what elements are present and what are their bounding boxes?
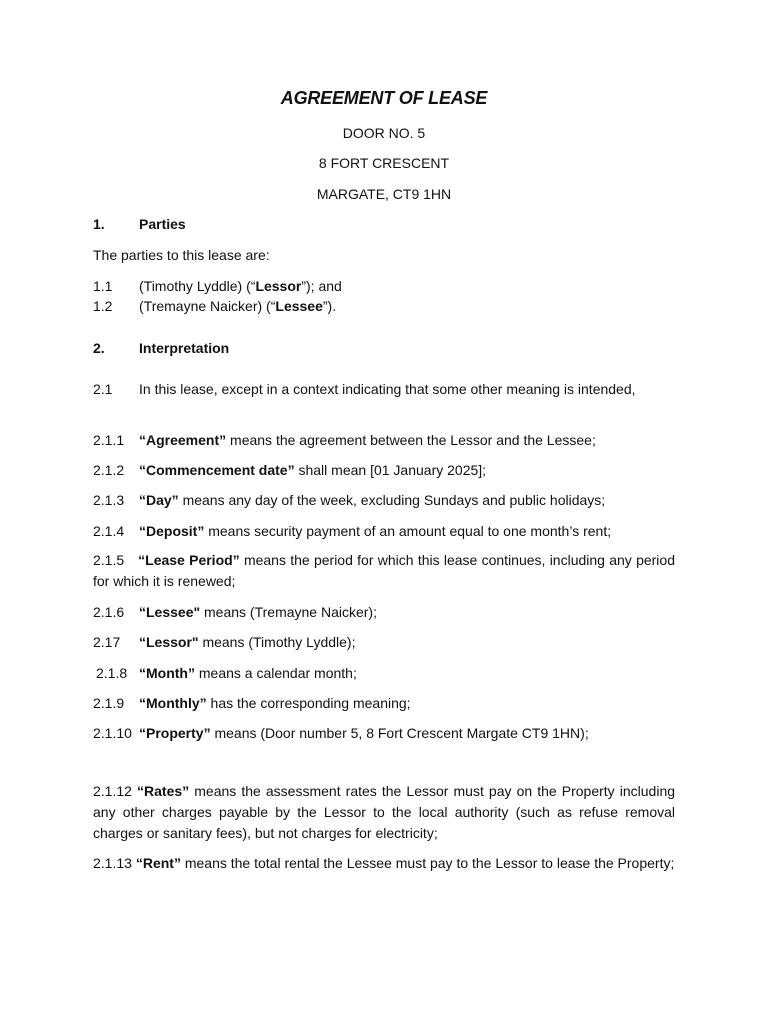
clause-number: 2.1.1	[93, 432, 125, 448]
clause-number: 2.1.8	[96, 665, 128, 681]
clause-number: 1.1	[93, 278, 113, 294]
clause-text: In this lease, except in a context indicating that some other meaning is intended,	[139, 381, 636, 397]
clause-number: 2.1	[93, 381, 113, 397]
definition-text: “Agreement” means the agreement between the Lessor and the Lessee;	[139, 432, 596, 448]
address-line-1: DOOR NO. 5	[342, 125, 426, 141]
section-number: 2.	[93, 340, 105, 356]
clause-number: 2.1.4	[93, 523, 125, 539]
parties-intro: The parties to this lease are:	[93, 247, 270, 263]
definition-lease-period: 2.1.5 “Lease Period” means the period for which this lease continues, including any period for which it is renewed;	[93, 552, 675, 589]
clause-number: 2.1.9	[93, 695, 125, 711]
clause-number: 2.1.3	[93, 492, 125, 508]
clause-number: 2.1.2	[93, 462, 125, 478]
section-title: Parties	[139, 216, 186, 232]
address-line-3: MARGATE, CT9 1HN	[316, 186, 452, 202]
definition-text: “Monthly” has the corresponding meaning;	[139, 695, 411, 711]
definition-text: “Lessee" means (Tremayne Naicker);	[139, 604, 377, 620]
definition-text: “Property” means (Door number 5, 8 Fort Crescent Margate CT9 1HN);	[139, 725, 589, 741]
clause-number: 2.1.6	[93, 604, 125, 620]
document-title: AGREEMENT OF LEASE	[280, 88, 488, 108]
clause-number: 2.17	[93, 634, 121, 650]
definition-rent: 2.1.13 “Rent” means the total rental the Lessee must pay to the Lessor to lease the Property;	[93, 855, 675, 871]
address-line-2: 8 FORT CRESCENT	[318, 155, 450, 171]
clause-number: 1.2	[93, 298, 113, 314]
definition-text: “Commencement date” shall mean [01 January 2025];	[139, 462, 487, 478]
section-title: Interpretation	[139, 340, 230, 356]
definition-text: “Day” means any day of the week, excluding Sundays and public holidays;	[139, 492, 606, 508]
definition-text: “Month” means a calendar month;	[139, 665, 357, 681]
definition-text: “Lessor" means (Timothy Lyddle);	[139, 634, 356, 650]
clause-number: 2.1.10	[93, 725, 132, 741]
party-text: (Timothy Lyddle) (“Lessor”); and	[139, 278, 342, 294]
section-number: 1.	[93, 216, 105, 232]
definition-text: “Deposit” means security payment of an amount equal to one month’s rent;	[139, 523, 612, 539]
party-text: (Tremayne Naicker) (“Lessee”).	[139, 298, 337, 314]
definition-rates: 2.1.12 “Rates” means the assessment rates the Lessor must pay on the Property including any other charges payable by the Lessor to the local authority (such as refuse removal charges or sanitary fees), but not charges for electricity;	[93, 783, 676, 841]
